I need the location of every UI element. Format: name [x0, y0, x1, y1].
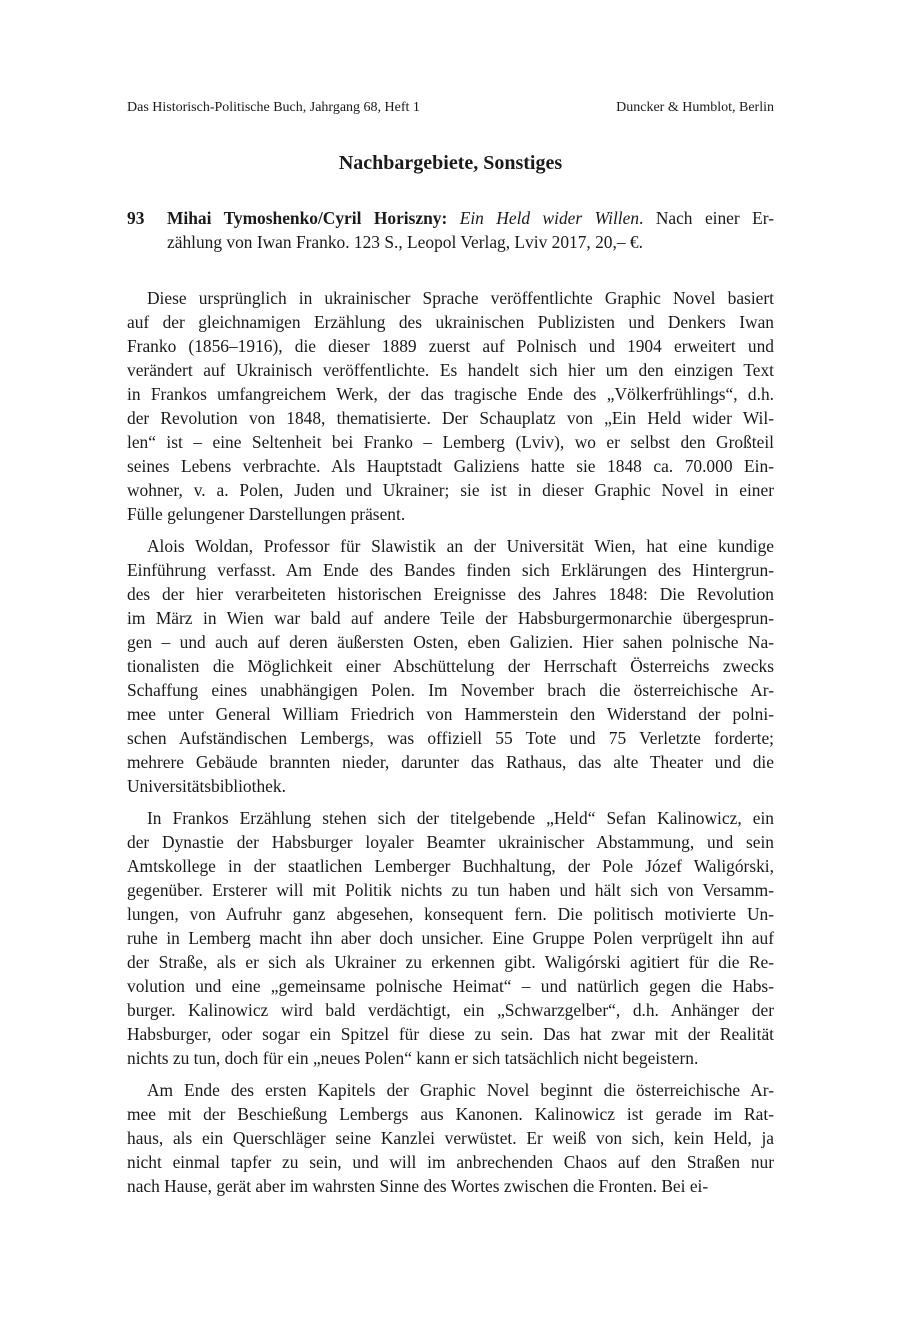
- review-body: [127, 286, 774, 1206]
- text-line: tionalisten die Möglichkeit einer Abschüttelung der Herrschaft Österreichs zwecks: [127, 656, 774, 676]
- section-title: Nachbargebiete, Sonstiges: [338, 152, 563, 174]
- journal-title: Das Historisch-Politische Buch, Jahrgang 68, Heft 1: [127, 100, 420, 115]
- text-line: schen Aufständischen Lembergs, was offiziell 55 Tote und 75 Verletzte forderte;: [127, 728, 774, 748]
- entry-authors: Mihai Tymoshenko/Cyril Horiszny:: [167, 208, 448, 228]
- entry-citation-line-1: [167, 206, 774, 230]
- entry-book-title: Ein Held wider Willen: [459, 208, 640, 228]
- text-line: nicht einmal tapfer zu sein, und will im anbrechenden Chaos auf den Straßen nur: [127, 1152, 774, 1172]
- text-line: Amtskollege in der staatlichen Lemberger Buchhaltung, der Pole Józef Waligórski,: [127, 856, 774, 876]
- text-line: wohner, v. a. Polen, Juden und Ukrainer; sie ist in dieser Graphic Novel in einer: [127, 480, 774, 500]
- text-line: auf der gleichnamigen Erzählung des ukrainischen Publizisten und Denkers Iwan: [127, 312, 774, 332]
- entry-citation-line-2: zählung von Iwan Franko. 123 S., Leopol Verlag, Lviv 2017, 20,– €.: [167, 232, 643, 252]
- body-paragraph: [127, 534, 774, 798]
- text-line: Alois Woldan, Professor für Slawistik an der Universität Wien, hat eine kundige: [147, 536, 774, 556]
- text-line: der Straße, als er sich als Ukrainer zu erkennen gibt. Waligórski agitiert für die Re-: [127, 952, 774, 972]
- text-line: len“ ist – eine Seltenheit bei Franko – Lemberg (Lviv), wo er selbst den Großteil: [127, 432, 774, 452]
- text-line: mee unter General William Friedrich von Hammerstein den Widerstand der polni-: [127, 704, 774, 724]
- text-line: lungen, von Aufruhr ganz abgesehen, konsequent fern. Die politisch motivierte Un-: [127, 904, 774, 924]
- text-line: Diese ursprünglich in ukrainischer Sprache veröffentlichte Graphic Novel basiert: [147, 288, 774, 308]
- text-line: mee mit der Beschießung Lembergs aus Kanonen. Kalinowicz ist gerade im Rat-: [127, 1104, 774, 1124]
- publisher: Duncker & Humblot, Berlin: [616, 100, 774, 115]
- text-line: der Revolution von 1848, thematisierte. Der Schauplatz von „Ein Held wider Wil-: [127, 408, 774, 428]
- text-line: Habsburger, oder sogar ein Spitzel für diese zu sein. Das hat zwar mit der Realität: [127, 1024, 774, 1044]
- running-head: [127, 99, 774, 117]
- entry-number: 93: [127, 208, 145, 228]
- text-line: haus, als ein Querschläger seine Kanzlei verwüstet. Er weiß von sich, kein Held, ja: [127, 1128, 774, 1148]
- text-line: Franko (1856–1916), die dieser 1889 zuerst auf Polnisch und 1904 erweitert und: [127, 336, 774, 356]
- text-line: der Dynastie der Habsburger loyaler Beamter ukrainischer Abstammung, und sein: [127, 832, 774, 852]
- text-line: mehrere Gebäude brannten nieder, darunter das Rathaus, das alte Theater und die: [127, 752, 774, 772]
- text-line: Am Ende des ersten Kapitels der Graphic Novel beginnt die österreichische Ar-: [147, 1080, 774, 1100]
- review-entry-header: [127, 206, 774, 254]
- text-line: des der hier verarbeiteten historischen Ereignisse des Jahres 1848: Die Revolution: [127, 584, 774, 604]
- text-line: verändert auf Ukrainisch veröffentlichte. Es handelt sich hier um den einzigen Text: [127, 360, 774, 380]
- text-line: burger. Kalinowicz wird bald verdächtigt, ein „Schwarzgelber“, d.h. Anhänger der: [127, 1000, 774, 1020]
- text-line: Universitätsbibliothek.: [127, 776, 286, 796]
- text-line: gen – und auch auf deren äußersten Osten, eben Galizien. Hier sahen polnische Na-: [127, 632, 774, 652]
- entry-citation-rest: . Nach einer Er-: [639, 208, 774, 228]
- text-line: Einführung verfasst. Am Ende des Bandes finden sich Erklärungen des Hintergrun-: [127, 560, 774, 580]
- text-line: nach Hause, gerät aber im wahrsten Sinne des Wortes zwischen die Fronten. Bei ei-: [127, 1176, 709, 1196]
- text-line: ruhe in Lemberg macht ihn aber doch unsicher. Eine Gruppe Polen verprügelt ihn auf: [127, 928, 774, 948]
- text-line: im März in Wien war bald auf andere Teile der Habsburgermonarchie übergesprun-: [127, 608, 774, 628]
- text-line: Fülle gelungener Darstellungen präsent.: [127, 504, 406, 524]
- text-line: volution und eine „gemeinsame polnische Heimat“ – und natürlich gegen die Habs-: [127, 976, 774, 996]
- body-paragraph: [127, 1078, 774, 1198]
- body-paragraph: [127, 286, 774, 526]
- text-line: nichts zu tun, doch für ein „neues Polen“ kann er sich tatsächlich nicht begeistern.: [127, 1048, 699, 1068]
- text-line: in Frankos umfangreichem Werk, der das tragische Ende des „Völkerfrühlings“, d.h.: [127, 384, 774, 404]
- text-line: seines Lebens verbrachte. Als Hauptstadt Galiziens hatte sie 1848 ca. 70.000 Ein-: [127, 456, 774, 476]
- text-line: In Frankos Erzählung stehen sich der titelgebende „Held“ Sefan Kalinowicz, ein: [147, 808, 774, 828]
- text-line: Schaffung eines unabhängigen Polen. Im November brach die österreichische Ar-: [127, 680, 774, 700]
- body-paragraph: [127, 806, 774, 1070]
- text-line: gegenüber. Ersterer will mit Politik nichts zu tun haben und hält sich von Versamm-: [127, 880, 774, 900]
